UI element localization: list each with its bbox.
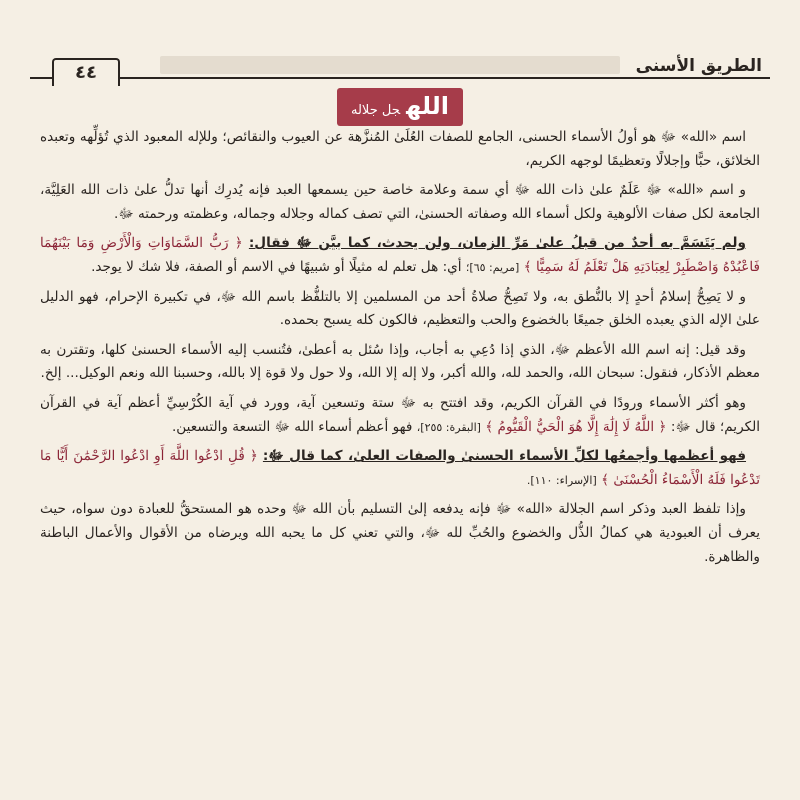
header-decorative-band [160,56,620,74]
paragraph-6-text: فهو أعظم أسماء الله ﷻ التسعة والتسعين. [171,418,413,435]
paragraph-3-text: أي: هل تعلم له مثيلًا أو شبيهًا في الاسم أو الصفة، فلا شك لا يوجد. [91,258,462,275]
paragraph-4: و لا يَصِحُّ إسلامُ أحدٍ إلا بالنُّطق به، ولا تَصِحُّ صلاةُ أحد من المسلمين إلا بالتلفُّظ باسم الله ﷻ، في تكبيرة الإحرام، فهو الدليل علىٰ الإله الذي يعبده الخلق جميعًا بالخضوع والحب والتعظيم، فالكون كله يسبح بحمده. [40,288,760,329]
paragraph-3-intro: ولم يَتَسَمَّ به أحدٌ من قبلُ علىٰ مَرِّ الزمان، ولن يحدث، كما بيَّن ﷻ فقال: [248,235,746,252]
chapter-title: الله [406,92,449,120]
page-number: ٤٤ [75,62,97,83]
paragraph-6-intro: وهو أكثر الأسماء ورودًا في القرآن الكريم، وقد افتتح به ﷻ ستة وتسعين آية، وورد في آية الكُرْسِيِّ أعظم آية في القرآن الكريم؛ قال ﷻ: [40,394,760,435]
body-text [40,126,760,575]
paragraph-1: اسم «الله» ﷻ هو أولُ الأسماء الحسنى، الجامع للصفات العُلَىٰ المُنزَّهة عن العيوب والنقائص؛ وللإله المعبود الذي تُؤلِّهه وتعبده الخلائق، حبًّا وإجلالًا وتعظيمًا لوجهه الكريم، [40,129,760,169]
paragraph-7 [40,445,760,492]
paragraph-5: وقد قيل: إنه اسم الله الأعظم ﷻ، الذي إذا دُعِي به أجاب، وإذا سُئل به أعطىٰ، فتُنسب إليه الأسماء الحسنىٰ كلها، وتقترن به معظم الأذكار، فنقول: سبحان الله، والحمد لله، والله أكبر، ولا إله إلا الله، ولا حول ولا قوة إلا بالله، وحسبنا الله ونعم الوكيل... إلخ. [40,341,760,382]
chapter-heading [337,88,463,126]
verse-reference-isra: [الإسراء: ١١٠]. [526,473,597,487]
paragraph-8: وإذا تلفظ العبد وذكر اسم الجلالة «الله» ﷻ فإنه يدفعه إلىٰ التسليم بأن الله ﷻ وحده هو المستحقُّ للعبادة دون سواه، حيث يعرف أن العبودية هي كمالُ الذُّل والخضوع والحُبِّ لله ﷻ، والتي تعني كل ما يحبه الله ويرضاه من الأقوال والأعمال الباطنة والظاهرة. [40,501,760,565]
honorific-calligraphy: جل جلاله [351,103,401,118]
header-rule [30,77,770,79]
running-title: الطريق الأسنى [635,56,762,76]
chapter-heading-wrap [0,88,800,126]
page-number-box [52,58,120,86]
paragraph-2: و اسم «الله» ﷻ عَلَمٌ علىٰ ذات الله ﷻ أي سمة وعلامة خاصة حين يسمعها العبد فإنه يُدرِك أنها تدلُّ علىٰ ذات الله العَلِيَّة، الجامعة لكل صفات الألوهية ولكل أسماء الله وصفاته الحسنىٰ، التي تصف كماله وجلاله وجماله، وعظمته ورحمته ﷻ. [40,182,760,222]
page-header [30,44,770,84]
verse-reference-baqarah: [البقرة: ٢٥٥]، [416,420,481,434]
quran-verse-maryam: ﴿ رَبُّ السَّمَاوَاتِ وَالْأَرْضِ وَمَا بَيْنَهُمَا فَاعْبُدْهُ وَاصْطَبِرْ لِعِبَادَتِهِ هَلْ تَعْلَمُ لَهُ سَمِيًّا ﴾ [40,235,760,275]
quran-verse-kursi: ﴿ اللَّهُ لَا إِلَٰهَ إِلَّا هُوَ الْحَيُّ الْقَيُّومُ ﴾ [485,418,667,435]
quran-verse-isra: ﴿ قُلِ ادْعُوا اللَّهَ أَوِ ادْعُوا الرَّحْمَٰنَ أَيًّا مَا تَدْعُوا فَلَهُ الْأَسْمَاءُ الْحُسْنَىٰ ﴾ [40,448,760,488]
paragraph-6 [40,392,760,439]
paragraph-3 [40,232,760,279]
verse-reference-maryam: [مريم: ٦٥]؛ [465,260,520,274]
paragraph-7-intro: فهو أعظمها وأجمعُها لكلِّ الأسماء الحسنىٰ والصفات العلىٰ، كما قال ﷻ: [262,448,747,465]
